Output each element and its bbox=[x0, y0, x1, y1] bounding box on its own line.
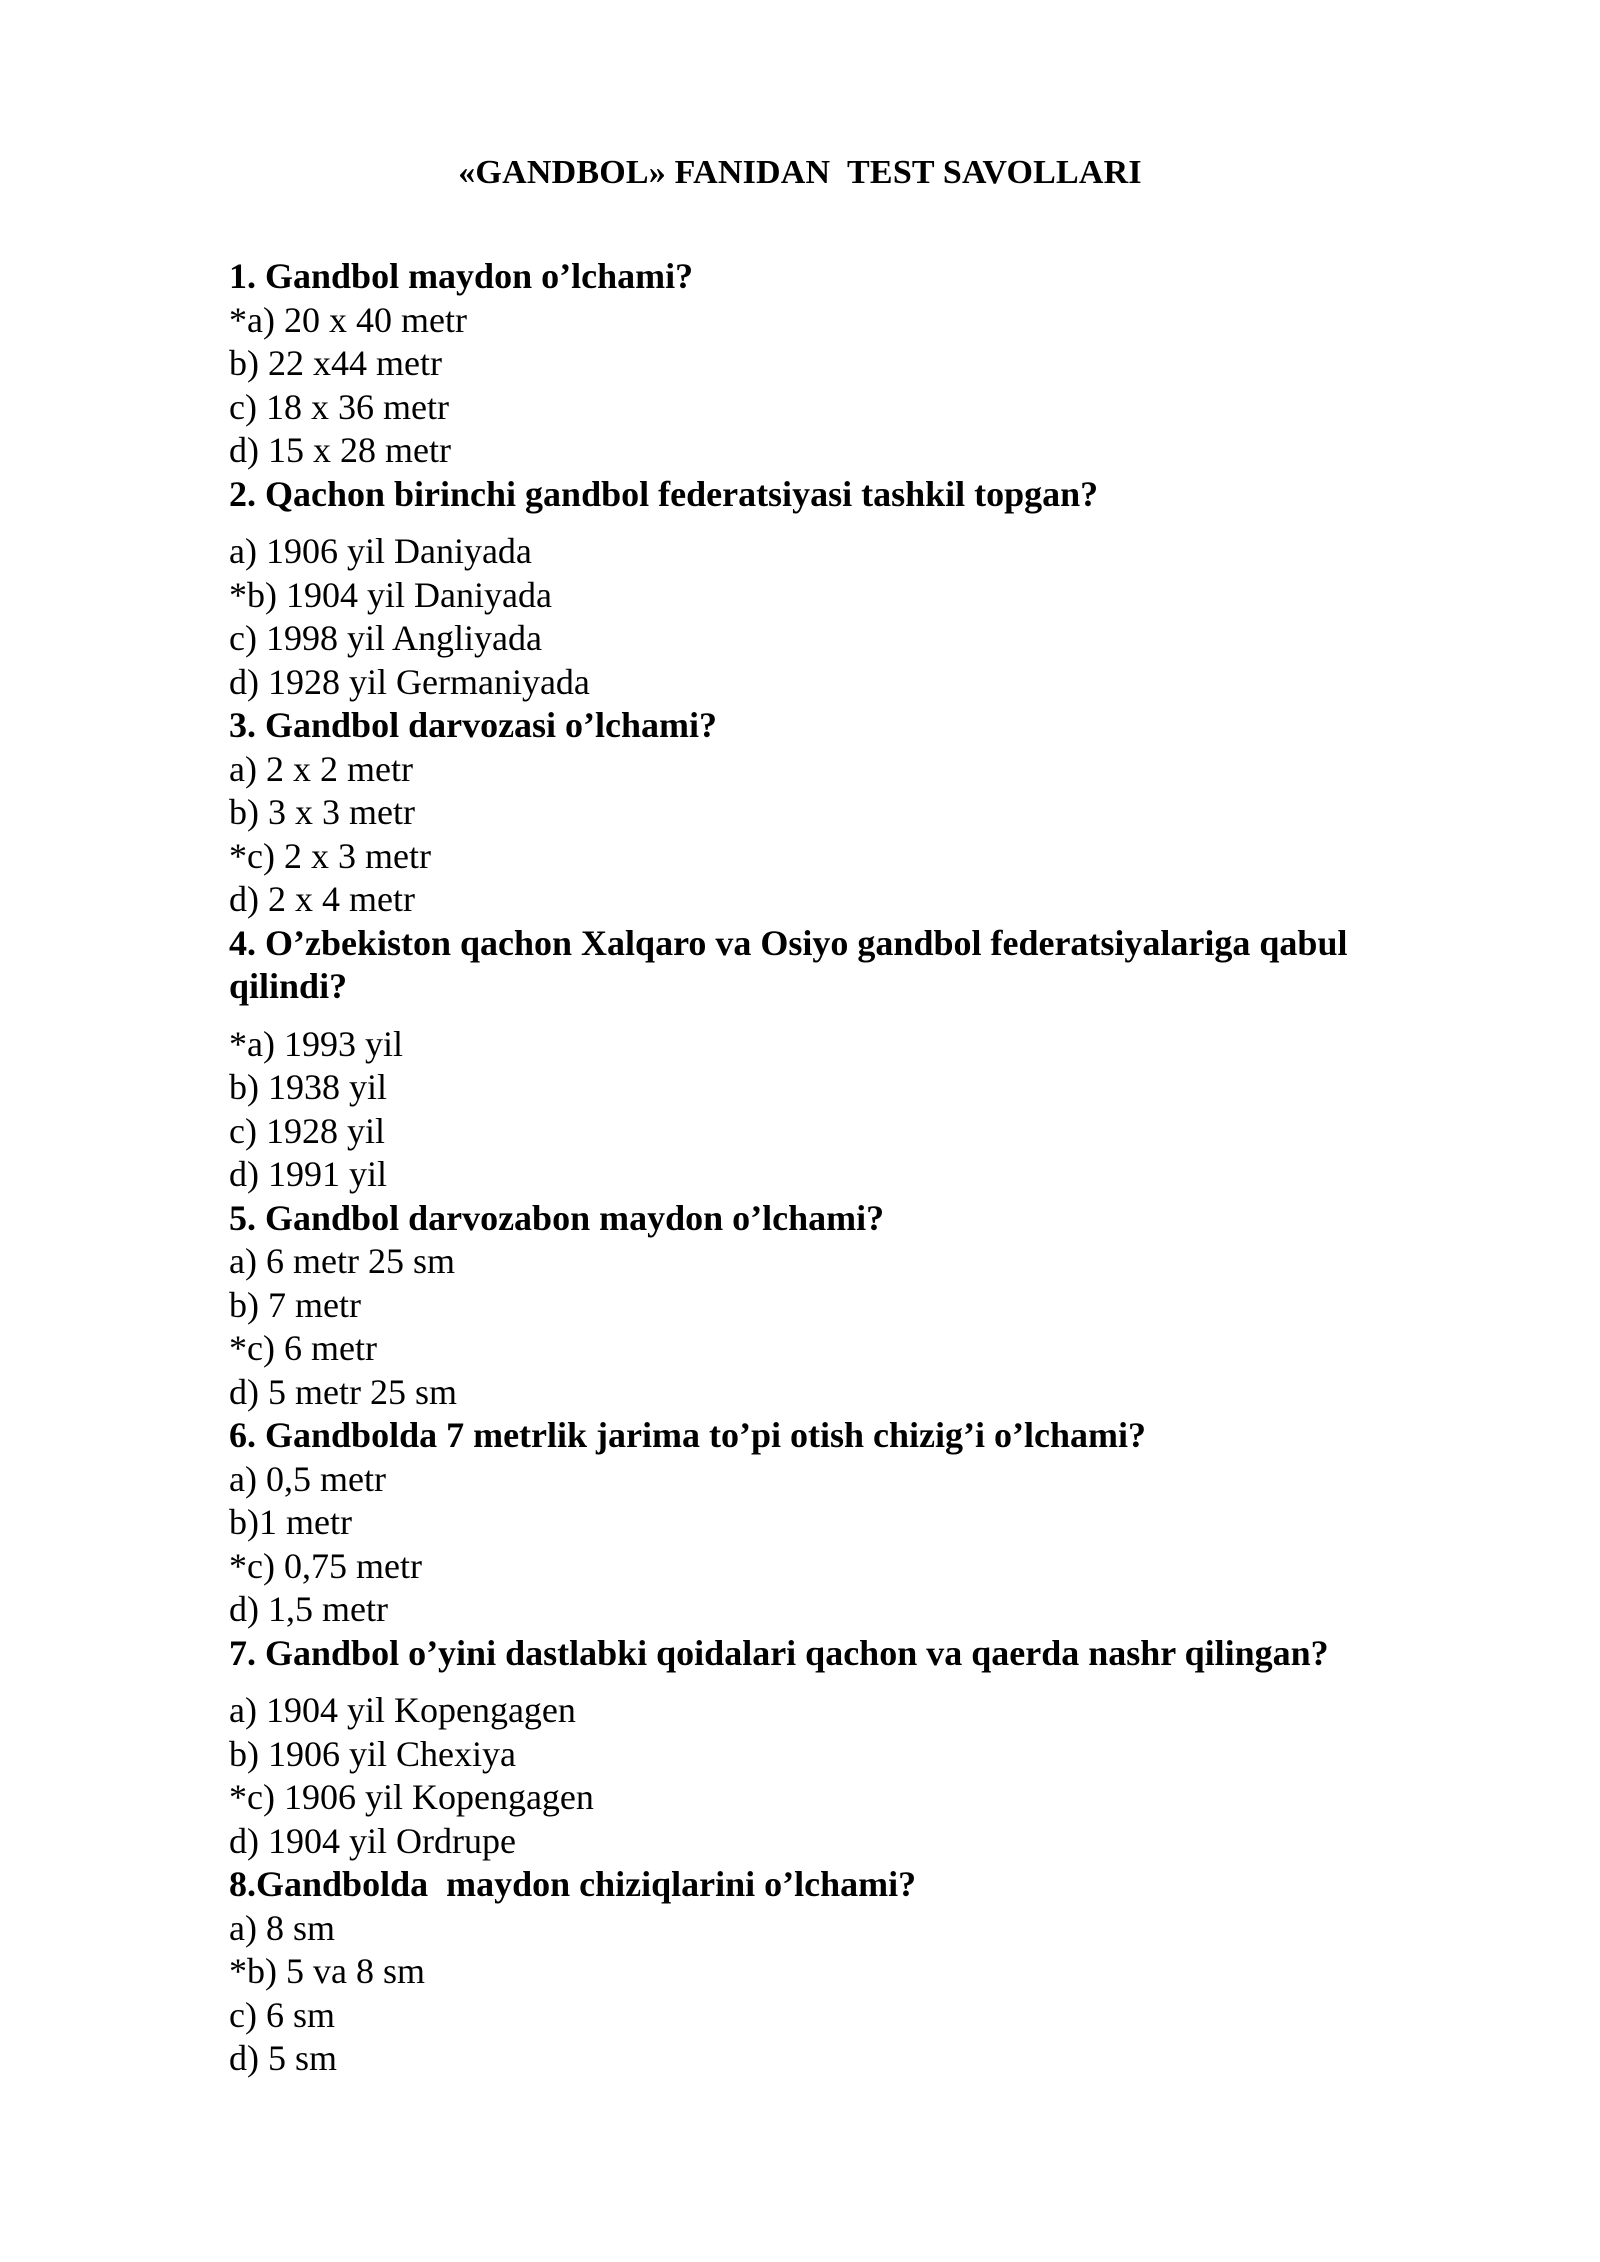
answer-option: c) 1928 yil bbox=[229, 1110, 385, 1151]
question-text: 4. O’zbekiston qachon Xalqaro va Osiyo gandbol federatsiyalariga qabul qilindi? bbox=[229, 922, 1357, 1006]
question-5 bbox=[229, 1197, 1439, 1415]
answer-option: d) 1928 yil Germaniyada bbox=[229, 661, 590, 702]
answer-option: b) 22 x44 metr bbox=[229, 343, 442, 383]
answer-option: d) 1991 yil bbox=[229, 1154, 387, 1194]
question-7 bbox=[229, 1632, 1439, 1864]
answer-option: b) 1906 yil Chexiya bbox=[229, 1733, 516, 1774]
question-text: 3. Gandbol darvozasi o’lchami? bbox=[229, 705, 718, 745]
question-text: 7. Gandbol o’yini dastlabki qoidalari qachon va qaerda nashr qilingan? bbox=[229, 1632, 1329, 1673]
question-text: 8.Gandbolda maydon chiziqlarini o’lchami? bbox=[229, 1864, 917, 1904]
answer-option: *c) 2 x 3 metr bbox=[229, 835, 431, 876]
answer-option: a) 1906 yil Daniyada bbox=[229, 531, 532, 571]
answer-option: b) 7 metr bbox=[229, 1284, 361, 1325]
answer-option: b) 1938 yil bbox=[229, 1067, 387, 1107]
answer-option: d) 15 x 28 metr bbox=[229, 430, 451, 470]
question-1 bbox=[229, 255, 1439, 473]
question-4 bbox=[229, 922, 1439, 1197]
answer-option: a) 1904 yil Kopengagen bbox=[229, 1690, 576, 1730]
answer-option: c) 6 sm bbox=[229, 1994, 335, 2035]
question-list bbox=[229, 255, 1439, 2081]
question-3 bbox=[229, 704, 1439, 922]
answer-option: a) 6 metr 25 sm bbox=[229, 1241, 455, 1281]
answer-option: c) 1998 yil Angliyada bbox=[229, 618, 542, 658]
answer-option: *c) 1906 yil Kopengagen bbox=[229, 1777, 594, 1817]
answer-option: c) 18 x 36 metr bbox=[229, 386, 449, 427]
answer-option: *c) 0,75 metr bbox=[229, 1545, 422, 1586]
answer-option: a) 0,5 metr bbox=[229, 1458, 386, 1499]
answer-option: d) 1,5 metr bbox=[229, 1589, 388, 1629]
question-8 bbox=[229, 1863, 1439, 2081]
document-title: «GANDBOL» FANIDAN TEST SAVOLLARI bbox=[458, 154, 1142, 191]
question-2 bbox=[229, 473, 1439, 705]
question-6 bbox=[229, 1414, 1439, 1632]
answer-option: *b) 1904 yil Daniyada bbox=[229, 574, 552, 615]
answer-option: b) 3 x 3 metr bbox=[229, 792, 415, 832]
answer-option: d) 1904 yil Ordrupe bbox=[229, 1820, 516, 1861]
question-text: 5. Gandbol darvozabon maydon o’lchami? bbox=[229, 1197, 885, 1238]
answer-option: a) 2 x 2 metr bbox=[229, 748, 413, 789]
answer-option: d) 5 sm bbox=[229, 2038, 337, 2078]
answer-option: b)1 metr bbox=[229, 1502, 352, 1542]
answer-option: *b) 5 va 8 sm bbox=[229, 1951, 425, 1991]
answer-option: *a) 1993 yil bbox=[229, 1023, 403, 1064]
question-text: 6. Gandbolda 7 metrlik jarima to’pi otish chizig’i o’lchami? bbox=[229, 1415, 1146, 1455]
question-text: 2. Qachon birinchi gandbol federatsiyasi tashkil topgan? bbox=[229, 473, 1099, 514]
question-text: 1. Gandbol maydon o’lchami? bbox=[229, 256, 694, 296]
answer-option: d) 5 metr 25 sm bbox=[229, 1371, 457, 1412]
answer-option: d) 2 x 4 metr bbox=[229, 879, 415, 919]
answer-option: *a) 20 x 40 metr bbox=[229, 299, 467, 340]
answer-option: *c) 6 metr bbox=[229, 1328, 377, 1368]
answer-option: a) 8 sm bbox=[229, 1907, 335, 1948]
